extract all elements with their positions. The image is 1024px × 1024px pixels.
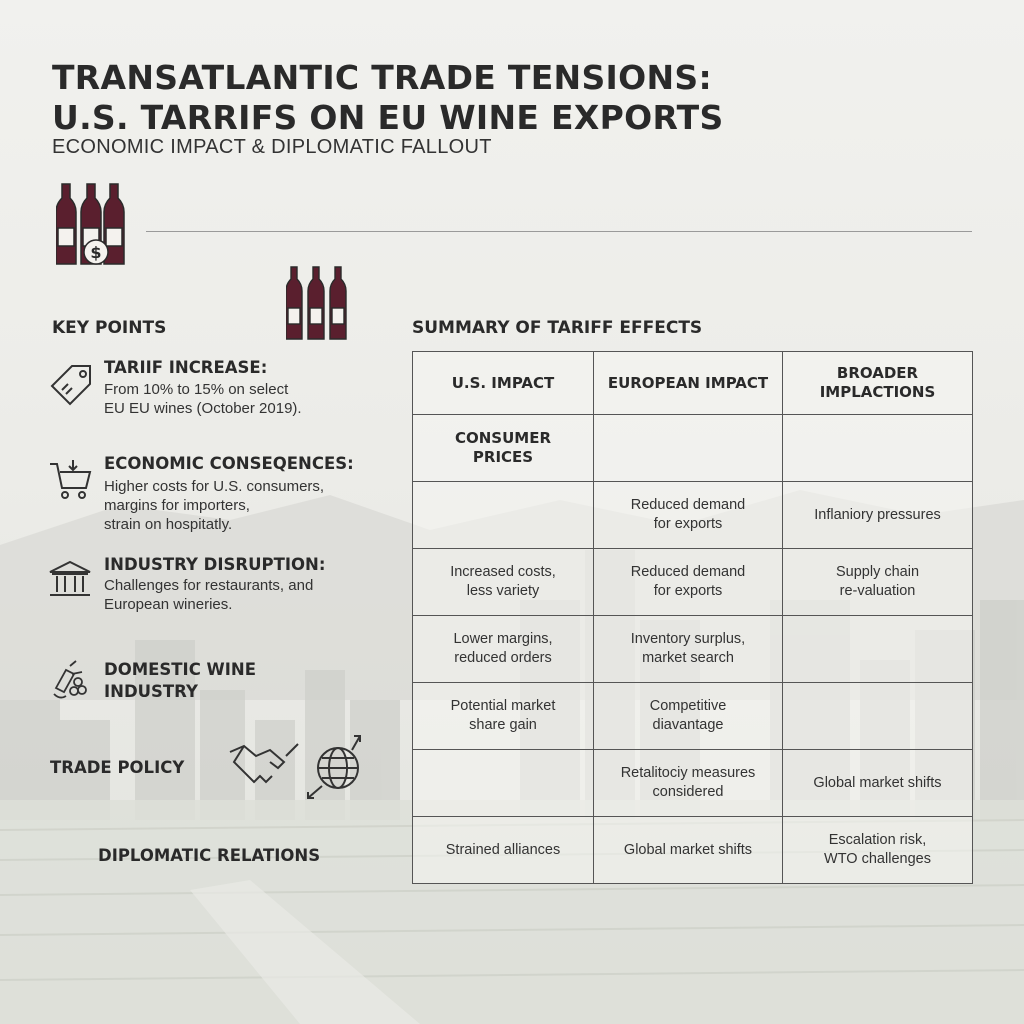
table-cell-line: market search [642,650,734,666]
key-points-heading: KEY POINTS [52,318,167,338]
summary-table [412,351,973,884]
table-cell-line: considered [652,784,724,800]
kp-industry-title: INDUSTRY DISRUPTION: [104,555,326,574]
header-divider [146,231,972,232]
table-cell [783,817,973,884]
table-row [413,817,973,884]
kp-domestic-title-line: INDUSTRY [104,682,198,701]
kp-economic-desc-line: Higher costs for U.S. consumers, [104,478,325,495]
table-cell-line: Retalitociy measures [620,765,756,781]
table-cell-line: Supply chain [835,564,920,580]
page-title [52,58,724,138]
table-cell-line: less variety [466,583,540,599]
column-header-european-impact: EUROPEAN IMPACT [594,352,783,415]
kp-economic-title: ECONOMIC CONSEQENCES: [104,454,354,473]
summary-table-body [413,415,973,884]
table-cell [594,415,783,482]
page-subtitle: ECONOMIC IMPACT & DIPLOMATIC FALLOUT [52,136,492,158]
table-cell-line: Potential market [450,698,556,714]
table-header-row [413,352,973,415]
kp-tariff-desc [104,380,302,418]
table-cell-line: diavantage [652,717,724,733]
table-cell-line: share gain [469,717,537,733]
table-cell-line: Escalation risk, [828,832,927,848]
price-tag-icon [48,364,96,406]
title-line-2: U.S. TARRIFS ON EU WINE EXPORTS [52,98,724,137]
table-cell-line: Reduced demand [630,564,746,580]
table-cell [783,750,973,817]
table-cell-line: Global market shifts [813,774,942,791]
table-cell-line: Inventory surplus, [630,631,746,647]
table-cell-line: reduced orders [454,650,552,666]
table-cell [594,549,783,616]
kp-industry-desc [104,576,313,614]
trade-policy-label: TRADE POLICY [50,758,185,777]
row-label-consumer-prices [413,415,594,482]
table-cell [413,616,594,683]
table-cell [594,482,783,549]
table-cell-line: Strained alliances [445,841,561,858]
table-cell-line: Competitive [649,698,727,714]
table-cell-line: WTO challenges [824,851,931,867]
table-row [413,683,973,750]
table-row [413,750,973,817]
table-cell [413,750,594,817]
kp-tariff-title: TARIIF INCREASE: [104,358,268,377]
table-cell-line: Increased costs, [450,564,556,580]
government-building-icon [48,560,92,600]
column-header-broader-implications: BROADER IMPLACTIONS [783,352,973,415]
table-cell [413,549,594,616]
kp-domestic-title-line: DOMESTIC WINE [104,660,256,679]
diplomatic-relations-label: DIPLOMATIC RELATIONS [98,846,321,865]
table-cell [783,683,973,750]
table-row [413,482,973,549]
grapes-icon [48,658,92,702]
kp-tariff-desc-line: EU EU wines (October 2019). [104,400,302,417]
kp-industry-desc-line: European wineries. [104,596,233,613]
kp-domestic-title [104,659,256,703]
kp-industry-desc-line: Challenges for restaurants, and [104,577,314,594]
kp-economic-desc [104,477,324,534]
wine-bottles-icon [286,266,350,340]
table-cell [594,683,783,750]
table-cell-line: Global market shifts [623,841,753,858]
table-cell-line: Inflaniory pressures [814,506,941,523]
column-header-us-impact: U.S. IMPACT [413,352,594,415]
table-row [413,415,973,482]
kp-economic-desc-line: margins for importers, [104,497,250,514]
table-cell-line: Reduced demand [630,497,746,513]
table-cell [783,415,973,482]
svg-text:$: $ [90,243,102,262]
table-cell [413,683,594,750]
handshake-globe-icon [226,730,366,804]
kp-tariff-desc-line: From 10% to 15% on select [104,381,289,398]
table-cell [413,817,594,884]
shopping-cart-icon [48,458,94,502]
table-cell [594,616,783,683]
table-row [413,616,973,683]
summary-heading: SUMMARY OF TARIFF EFFECTS [412,318,703,338]
table-cell [783,549,973,616]
title-line-1: TRANSATLANTIC TRADE TENSIONS: [52,58,712,97]
table-cell [783,482,973,549]
table-cell [594,817,783,884]
table-cell [783,616,973,683]
table-cell-line: for exports [653,583,723,599]
table-cell-line: for exports [653,516,723,532]
wine-bottles-dollar-icon [56,182,132,268]
table-cell [594,750,783,817]
table-cell [413,482,594,549]
kp-economic-desc-line: strain on hospitatly. [104,516,233,533]
table-row [413,549,973,616]
table-cell-line: Lower margins, [453,631,553,647]
table-cell-line: re-valuation [839,583,916,599]
table-cell-line: CONSUMER PRICES [454,429,552,466]
